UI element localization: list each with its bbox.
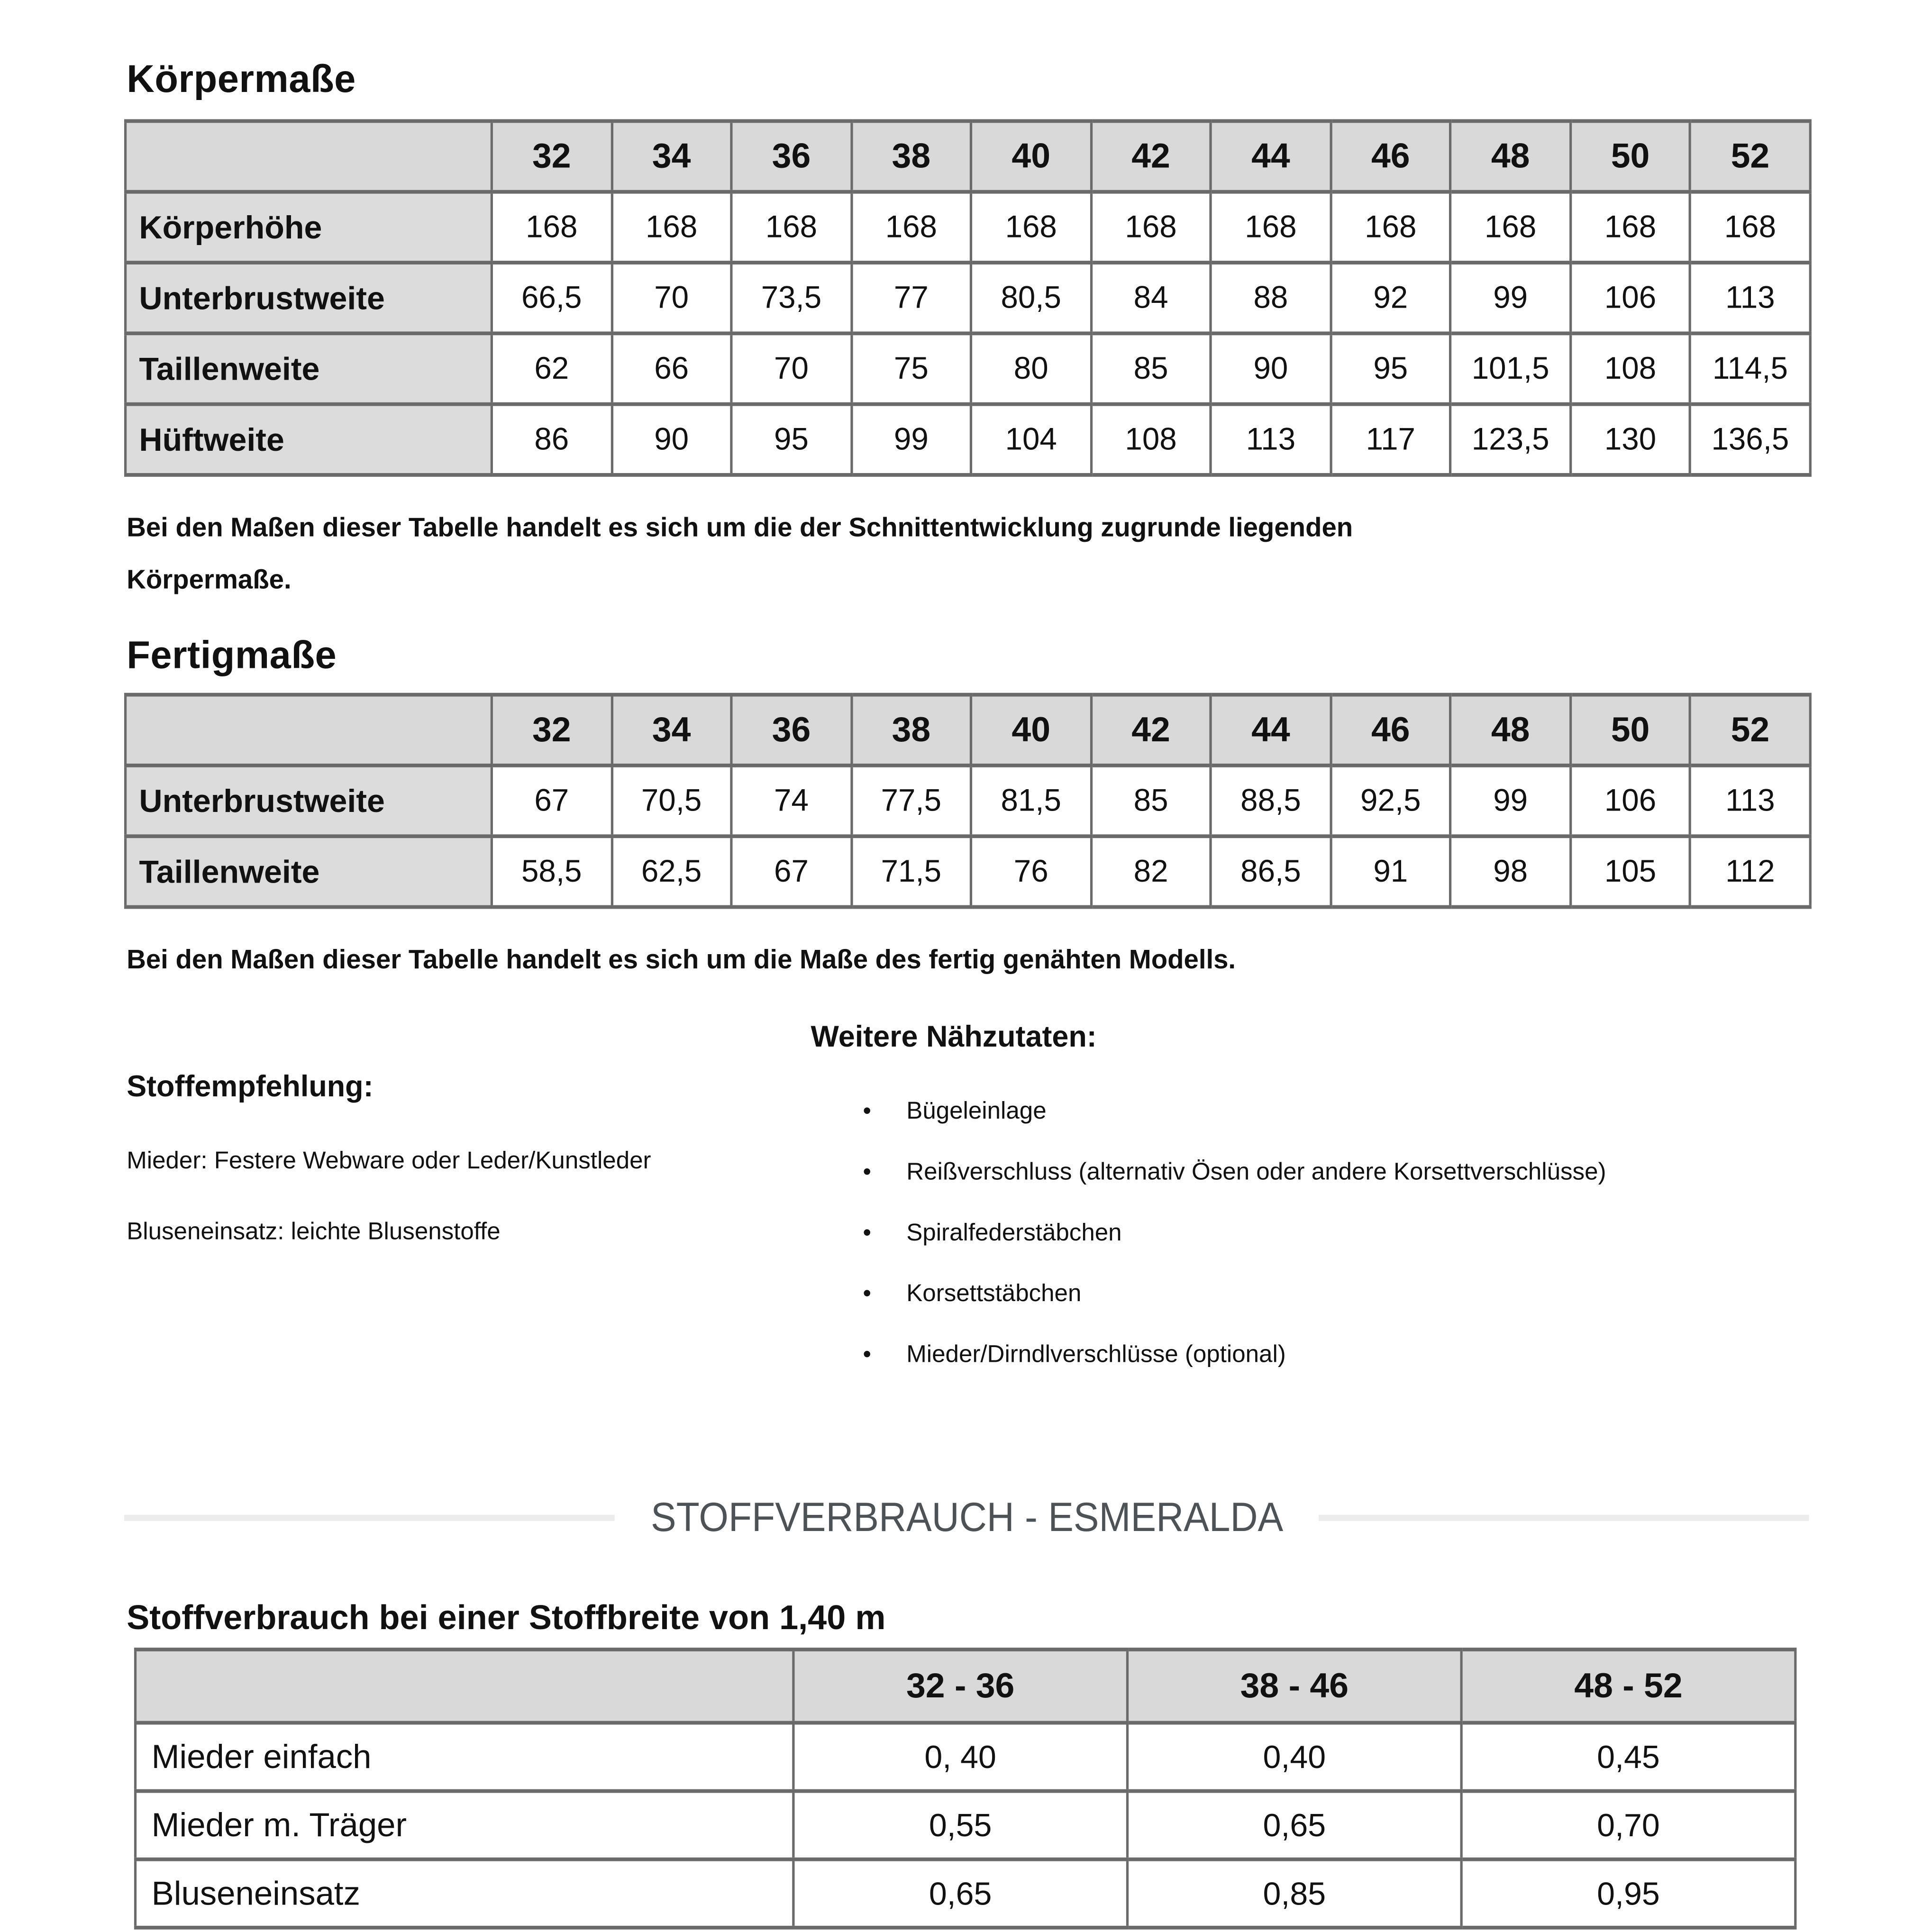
list-item: • Mieder/Dirndlverschlüsse (optional) xyxy=(811,1339,1809,1372)
stoffverbrauch-heading: Stoffverbrauch bei einer Stoffbreite von 1,40 m xyxy=(127,1598,886,1637)
size-header-cell: 44 xyxy=(1211,121,1331,191)
value-cell: 113 xyxy=(1211,404,1331,475)
recommendations-section xyxy=(124,1021,1809,1399)
size-header-cell: 32 xyxy=(492,121,611,191)
value-cell: 106 xyxy=(1570,263,1690,333)
size-header-cell: 40 xyxy=(971,121,1091,191)
stoffverbrauch-table xyxy=(134,1648,1797,1930)
value-cell: 168 xyxy=(1331,192,1450,263)
value-cell: 168 xyxy=(611,192,731,263)
size-header-cell: 52 xyxy=(1690,695,1810,766)
value-cell: 101,5 xyxy=(1450,333,1570,404)
size-header-cell: 48 xyxy=(1450,695,1570,766)
value-cell: 0,70 xyxy=(1461,1791,1795,1859)
size-header-cell: 38 xyxy=(851,695,971,766)
value-cell: 77,5 xyxy=(851,766,971,836)
fertigmasse-table xyxy=(124,693,1811,909)
size-header-cell: 46 xyxy=(1331,695,1450,766)
value-cell: 113 xyxy=(1690,766,1810,836)
value-cell: 99 xyxy=(851,404,971,475)
value-cell: 168 xyxy=(1091,192,1211,263)
size-header-cell: 34 xyxy=(611,695,731,766)
row-label-cell: Taillenweite xyxy=(126,333,492,404)
size-header-cell: 38 xyxy=(851,121,971,191)
table-row xyxy=(136,1859,1795,1928)
value-cell: 168 xyxy=(492,192,611,263)
value-cell: 99 xyxy=(1450,766,1570,836)
value-cell: 168 xyxy=(1450,192,1570,263)
value-cell: 0,55 xyxy=(793,1791,1128,1859)
corner-cell xyxy=(136,1649,793,1723)
value-cell: 66,5 xyxy=(492,263,611,333)
value-cell: 136,5 xyxy=(1690,404,1810,475)
value-cell: 0,65 xyxy=(793,1859,1128,1928)
value-cell: 70,5 xyxy=(611,766,731,836)
size-header-cell: 42 xyxy=(1091,121,1211,191)
value-cell: 92,5 xyxy=(1331,766,1450,836)
value-cell: 81,5 xyxy=(971,766,1091,836)
stoffempfehlung-heading: Stoffempfehlung: xyxy=(127,1070,374,1104)
value-cell: 90 xyxy=(1211,333,1331,404)
header-row xyxy=(136,1649,1795,1723)
value-cell: 92 xyxy=(1331,263,1450,333)
notions-list xyxy=(811,1095,1809,1372)
value-cell: 88,5 xyxy=(1211,766,1331,836)
note-line: Bei den Maßen dieser Tabelle handelt es sich um die der Schnittentwicklung zugrunde liegenden xyxy=(127,512,1353,543)
value-cell: 0,95 xyxy=(1461,1859,1795,1928)
value-cell: 112 xyxy=(1690,836,1810,907)
value-cell: 95 xyxy=(731,404,851,475)
size-header-cell: 38 - 46 xyxy=(1128,1649,1462,1723)
value-cell: 114,5 xyxy=(1690,333,1810,404)
value-cell: 67 xyxy=(731,836,851,907)
value-cell: 106 xyxy=(1570,766,1690,836)
value-cell: 71,5 xyxy=(851,836,971,907)
size-header-cell: 50 xyxy=(1570,121,1690,191)
value-cell: 62,5 xyxy=(611,836,731,907)
value-cell: 90 xyxy=(611,404,731,475)
value-cell: 168 xyxy=(1211,192,1331,263)
value-cell: 62 xyxy=(492,333,611,404)
row-label-cell: Mieder m. Träger xyxy=(136,1791,793,1859)
size-header-cell: 34 xyxy=(611,121,731,191)
list-item: • Korsettstäbchen xyxy=(811,1277,1809,1311)
fabric-item: Bluseneinsatz: leichte Blusenstoffe xyxy=(127,1218,501,1246)
value-cell: 113 xyxy=(1690,263,1810,333)
section-divider xyxy=(124,1491,1809,1543)
value-cell: 58,5 xyxy=(492,836,611,907)
table-row xyxy=(126,192,1810,263)
value-cell: 86,5 xyxy=(1211,836,1331,907)
size-header-cell: 46 xyxy=(1331,121,1450,191)
size-header-cell: 36 xyxy=(731,695,851,766)
fabric-recommendation-column xyxy=(124,1021,811,1399)
value-cell: 80 xyxy=(971,333,1091,404)
value-cell: 91 xyxy=(1331,836,1450,907)
koerpermasse-table xyxy=(124,119,1811,476)
list-item: • Reißverschluss (alternativ Ösen oder andere Korsettverschlüsse) xyxy=(811,1156,1809,1190)
value-cell: 117 xyxy=(1331,404,1450,475)
table-row xyxy=(126,836,1810,907)
note-line: Bei den Maßen dieser Tabelle handelt es sich um die Maße des fertig genähten Modells. xyxy=(127,945,1236,975)
value-cell: 73,5 xyxy=(731,263,851,333)
list-item: • Spiralfederstäbchen xyxy=(811,1217,1809,1250)
size-header-cell: 40 xyxy=(971,695,1091,766)
notions-column xyxy=(811,1021,1809,1399)
row-label-cell: Taillenweite xyxy=(126,836,492,907)
row-label-cell: Bluseneinsatz xyxy=(136,1859,793,1928)
size-header-cell: 48 - 52 xyxy=(1461,1649,1795,1723)
divider-line-left xyxy=(124,1514,614,1520)
divider-title: STOFFVERBRAUCH - ESMERALDA xyxy=(650,1494,1283,1540)
value-cell: 168 xyxy=(971,192,1091,263)
corner-cell xyxy=(126,121,492,191)
table-row xyxy=(136,1723,1795,1791)
fabric-item: Mieder: Festere Webware oder Leder/Kunstleder xyxy=(127,1147,651,1175)
row-label-cell: Hüftweite xyxy=(126,404,492,475)
row-label-cell: Unterbrustweite xyxy=(126,766,492,836)
value-cell: 99 xyxy=(1450,263,1570,333)
koerpermasse-note xyxy=(127,501,1809,606)
size-header-cell: 42 xyxy=(1091,695,1211,766)
value-cell: 0,65 xyxy=(1128,1791,1462,1859)
value-cell: 98 xyxy=(1450,836,1570,907)
size-header-cell: 36 xyxy=(731,121,851,191)
size-header-cell: 50 xyxy=(1570,695,1690,766)
size-header-cell: 44 xyxy=(1211,695,1331,766)
value-cell: 168 xyxy=(1690,192,1810,263)
value-cell: 84 xyxy=(1091,263,1211,333)
value-cell: 75 xyxy=(851,333,971,404)
size-header-cell: 32 - 36 xyxy=(793,1649,1128,1723)
value-cell: 0,40 xyxy=(1128,1723,1462,1791)
value-cell: 74 xyxy=(731,766,851,836)
value-cell: 0, 40 xyxy=(793,1723,1128,1791)
row-label-cell: Körperhöhe xyxy=(126,192,492,263)
koerpermasse-heading: Körpermaße xyxy=(127,57,356,101)
value-cell: 86 xyxy=(492,404,611,475)
note-line: Körpermaße. xyxy=(127,565,292,595)
size-header-cell: 52 xyxy=(1690,121,1810,191)
header-row xyxy=(126,121,1810,191)
value-cell: 130 xyxy=(1570,404,1690,475)
table-row xyxy=(126,766,1810,836)
value-cell: 88 xyxy=(1211,263,1331,333)
value-cell: 105 xyxy=(1570,836,1690,907)
value-cell: 95 xyxy=(1331,333,1450,404)
row-label-cell: Unterbrustweite xyxy=(126,263,492,333)
divider-line-right xyxy=(1319,1514,1809,1520)
value-cell: 168 xyxy=(851,192,971,263)
table-row xyxy=(126,333,1810,404)
value-cell: 168 xyxy=(731,192,851,263)
value-cell: 85 xyxy=(1091,766,1211,836)
fertigmasse-heading: Fertigmaße xyxy=(127,633,337,677)
table-row xyxy=(136,1791,1795,1859)
value-cell: 66 xyxy=(611,333,731,404)
value-cell: 104 xyxy=(971,404,1091,475)
table-row xyxy=(126,404,1810,475)
value-cell: 108 xyxy=(1091,404,1211,475)
value-cell: 123,5 xyxy=(1450,404,1570,475)
value-cell: 168 xyxy=(1570,192,1690,263)
size-header-cell: 32 xyxy=(492,695,611,766)
corner-cell xyxy=(126,695,492,766)
value-cell: 85 xyxy=(1091,333,1211,404)
value-cell: 82 xyxy=(1091,836,1211,907)
row-label-cell: Mieder einfach xyxy=(136,1723,793,1791)
size-header-cell: 48 xyxy=(1450,121,1570,191)
value-cell: 70 xyxy=(611,263,731,333)
value-cell: 70 xyxy=(731,333,851,404)
header-row xyxy=(126,695,1810,766)
value-cell: 80,5 xyxy=(971,263,1091,333)
value-cell: 108 xyxy=(1570,333,1690,404)
value-cell: 77 xyxy=(851,263,971,333)
naehzutaten-heading: Weitere Nähzutaten: xyxy=(811,1021,1097,1054)
value-cell: 76 xyxy=(971,836,1091,907)
value-cell: 0,85 xyxy=(1128,1859,1462,1928)
table-row xyxy=(126,263,1810,333)
list-item: • Bügeleinlage xyxy=(811,1095,1809,1129)
value-cell: 67 xyxy=(492,766,611,836)
fertigmasse-note xyxy=(127,934,1809,986)
value-cell: 0,45 xyxy=(1461,1723,1795,1791)
